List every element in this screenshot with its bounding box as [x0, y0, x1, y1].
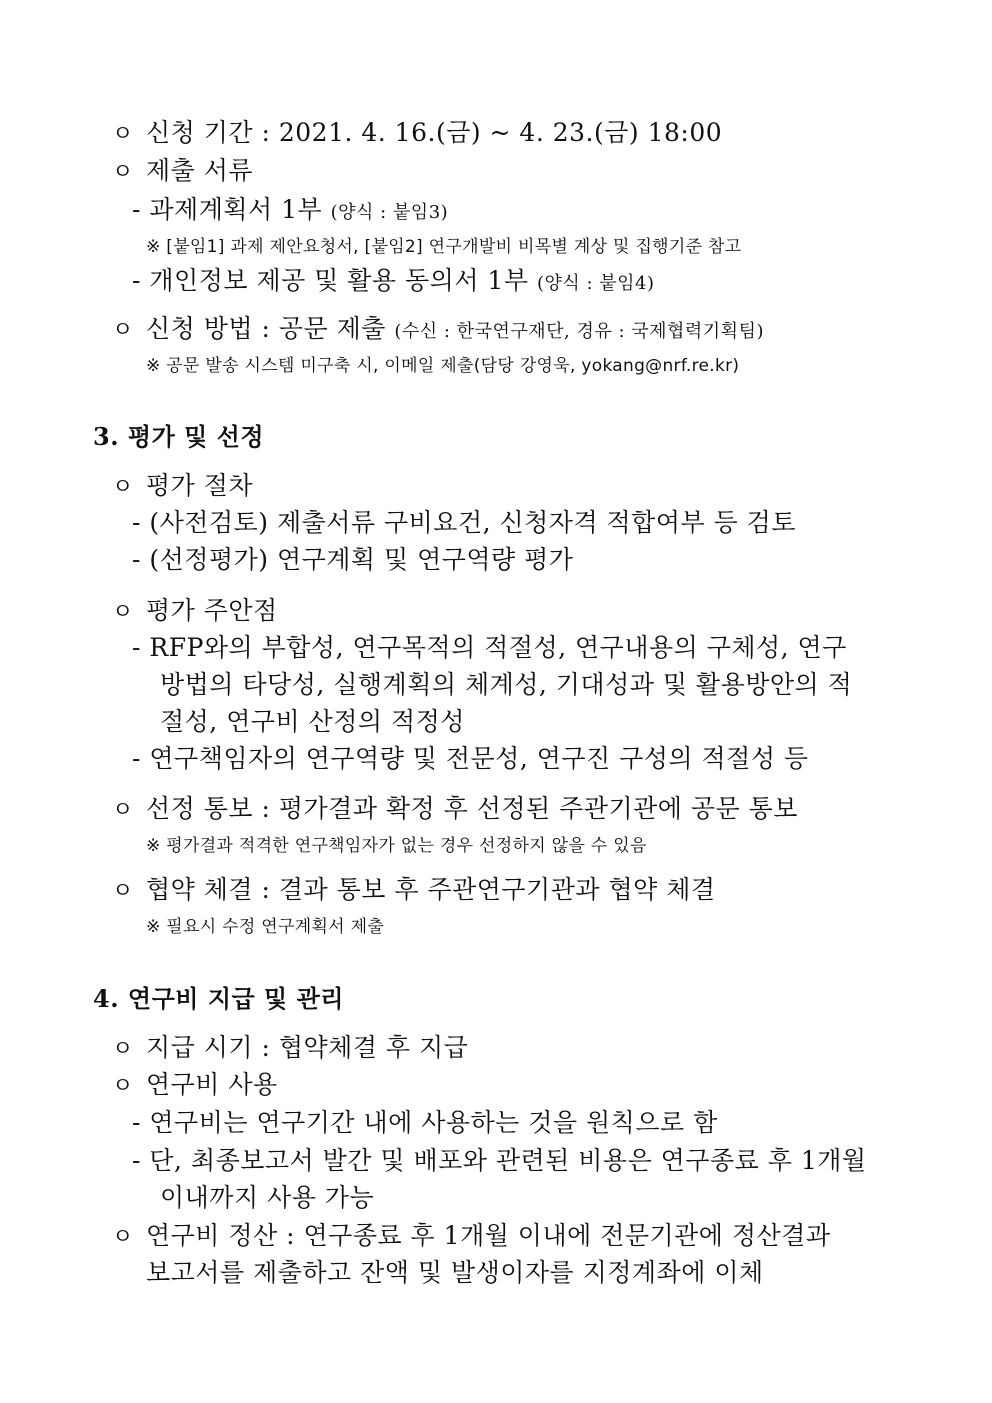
- docs-item: [112, 151, 253, 187]
- note-mark-icon: ※: [146, 237, 161, 257]
- notify-note-text: 평가결과 적격한 연구책임자가 없는 경우 선정하지 않을 수 있음: [166, 836, 647, 856]
- contract-text: 협약 체결 : 결과 통보 후 주관연구기관과 협약 체결: [146, 875, 716, 904]
- use-item: [112, 1065, 278, 1101]
- doc1-note: [146, 232, 741, 257]
- docs-title: 제출 서류: [146, 156, 254, 185]
- focus1-line3: 절성, 연구비 산정의 적정성: [160, 707, 465, 736]
- bullet-icon: ㅇ: [112, 798, 134, 823]
- use2-line2: 이내까지 사용 가능: [160, 1183, 375, 1212]
- bullet-icon: ㅇ: [112, 475, 134, 500]
- proc-item: [112, 466, 253, 502]
- focus-item: [112, 591, 278, 627]
- focus1-line1: - RFP와의 부합성, 연구목적의 적절성, 연구내용의 구체성, 연구: [132, 633, 847, 662]
- use-title: 연구비 사용: [146, 1070, 278, 1099]
- focus1-line2: 방법의 타당성, 실행계획의 체계성, 기대성과 및 활용방안의 적: [160, 670, 853, 699]
- bullet-icon: ㅇ: [112, 600, 134, 625]
- apply-period-text: 신청 기간 : 2021. 4. 16.(금) ~ 4. 23.(금) 18:00: [146, 118, 723, 147]
- proc-title: 평가 절차: [146, 471, 254, 500]
- use1-text: - 연구비는 연구기간 내에 사용하는 것을 원칙으로 함: [132, 1108, 718, 1137]
- contract-note: [146, 912, 384, 937]
- doc2-main: - 개인정보 제공 및 활용 동의서 1부: [132, 266, 529, 295]
- notify-item: [112, 789, 798, 825]
- method-note-text: 공문 발송 시스템 미구축 시, 이메일 제출(담당 강영욱, yokang@nrf.re.kr): [166, 356, 740, 376]
- use2-line1: - 단, 최종보고서 발간 및 배포와 관련된 비용은 연구종료 후 1개월: [132, 1146, 867, 1175]
- bullet-icon: ㅇ: [112, 160, 134, 185]
- notify-text: 선정 통보 : 평가결과 확정 후 선정된 주관기관에 공문 통보: [146, 794, 798, 823]
- note-mark-icon: ※: [146, 836, 161, 856]
- doc2-sub: (양식 : 붙임4): [536, 273, 655, 294]
- doc1-note-text: [붙임1] 과제 제안요청서, [붙임2] 연구개발비 비목별 계상 및 집행기준 참고: [166, 237, 742, 257]
- pay-item: [112, 1028, 468, 1064]
- bullet-icon: ㅇ: [112, 318, 134, 343]
- bullet-icon: ㅇ: [112, 1074, 134, 1099]
- method-main: 신청 방법 : 공문 제출: [146, 314, 386, 343]
- focus-title: 평가 주안점: [146, 596, 278, 625]
- bullet-icon: ㅇ: [112, 1037, 134, 1062]
- settle-line2: 보고서를 제출하고 잔액 및 발생이자를 지정계좌에 이체: [146, 1258, 764, 1287]
- proc2-text: - (선정평가) 연구계획 및 연구역량 평가: [132, 545, 574, 574]
- proc1-text: - (사전검토) 제출서류 구비요건, 신청자격 적합여부 등 검토: [132, 508, 796, 537]
- section-3-heading: 3. 평가 및 선정: [93, 422, 265, 451]
- settle-item: [112, 1216, 831, 1252]
- settle-line1: 연구비 정산 : 연구종료 후 1개월 이내에 전문기관에 정산결과: [146, 1221, 831, 1250]
- method-note: [146, 351, 739, 376]
- note-mark-icon: ※: [146, 356, 161, 376]
- bullet-icon: ㅇ: [112, 122, 134, 147]
- note-mark-icon: ※: [146, 917, 161, 937]
- focus2-text: - 연구책임자의 연구역량 및 전문성, 연구진 구성의 적절성 등: [132, 744, 809, 773]
- apply-period-item: [112, 113, 722, 149]
- doc1-main: - 과제계획서 1부: [132, 195, 323, 224]
- contract-note-text: 필요시 수정 연구계획서 제출: [166, 917, 385, 937]
- contract-item: [112, 870, 716, 906]
- section-4-heading: 4. 연구비 지급 및 관리: [93, 984, 344, 1013]
- doc2-item: [132, 261, 655, 297]
- method-item: [112, 309, 764, 345]
- notify-note: [146, 831, 647, 856]
- pay-text: 지급 시기 : 협약체결 후 지급: [146, 1033, 469, 1062]
- method-sub: (수신 : 한국연구재단, 경유 : 국제협력기획팀): [394, 321, 764, 342]
- doc1-item: [132, 190, 448, 226]
- bullet-icon: ㅇ: [112, 879, 134, 904]
- bullet-icon: ㅇ: [112, 1225, 134, 1250]
- doc1-sub: (양식 : 붙임3): [330, 202, 449, 223]
